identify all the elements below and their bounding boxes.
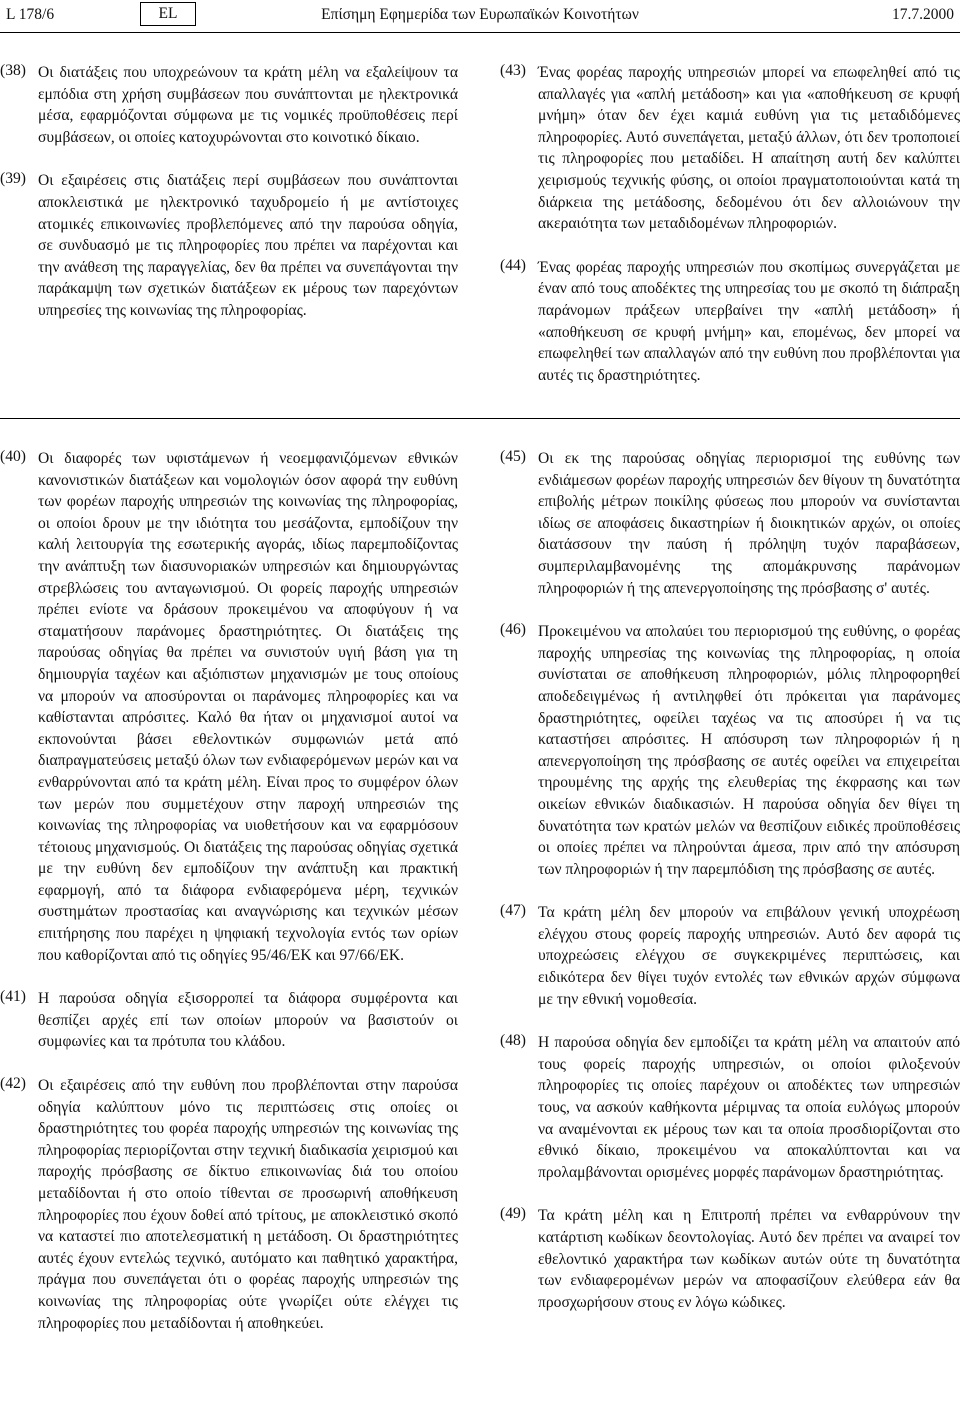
recital-41 — [0, 988, 458, 1053]
language-code: EL — [140, 2, 196, 26]
recital-text: Η παρούσα οδηγία εξισορροπεί τα διάφορα συμφέροντα και θεσπίζει αρχές επί των οποίων μπορούν να βασιστούν οι συμφωνίες και τα πρότυπα του κλάδου. — [38, 990, 458, 1051]
recital-text: Οι εξαιρέσεις στις διατάξεις περί συμβάσεων που συνάπτονται αποκλειστικά με ηλεκτρονικό ταχυδρομείο ή με αντίστοιχες ατομικές επικοινωνίες προβλεπόμενες από την παρούσα οδηγία, σε συνδυασμό με τις πληροφορίες που πρέπει να παρέχονται και την ανάθεση της παραγγελίας, δεν θα πρέπει να συνεπάγονται την παράκαμψη των σχετικών διατάξεων εκ μέρους των παρεχόντων υπηρεσίες της κοινωνίας της πληροφορίας. — [38, 172, 458, 319]
recital-number: (38) — [0, 62, 26, 79]
recital-number: (47) — [500, 902, 526, 920]
recital-text: Οι εξαιρέσεις από την ευθύνη που προβλέπονται στην παρούσα οδηγία καλύπτουν μόνο τις περιπτώσεις στις οποίες οι δραστηριότητες του φορέα παροχής υπηρεσιών της κοινωνίας της πληροφορίας περιορίζονται στην τεχνική διαδικασία χειρισμού και παροχής πρόσβασης σε δίκτυο επικοινωνίας διά του οποίου μεταδίδονται ή στο οποίο τίθενται σε προσωρινή αποθήκευση πληροφορίες που έχουν δοθεί από τρίτους, με αποκλειστικό σκοπό να καταστεί πιο αποτελεσματική η μετάδοση. Οι δραστηριότητες αυτές έχουν εντελώς τεχνικό, αυτόματο και παθητικό χαρακτήρα, πράγμα που συνεπάγεται ότι ο φορέας παροχής υπηρεσιών της κοινωνίας της πληροφορίας ούτε γνωρίζει ούτε ελέγχει τις πληροφορίες που μεταδίδονται ή αποθηκεύει. — [38, 1077, 458, 1332]
journal-title: Επίσημη Εφημερίδα των Ευρωπαϊκών Κοινοτήτων — [321, 6, 639, 23]
recital-text: Ένας φορέας παροχής υπηρεσιών μπορεί να επωφεληθεί από τις απαλλαγές για «απλή μετάδοση» και για «αποθήκευση σε κρυφή μνήμη» όταν δεν έχει καμιά ευθύνη για τις μεταδιδόμενες πληροφορίες. Αυτό συνεπάγεται, μεταξύ άλλων, ότι δεν τροποποιεί τις πληροφορίες που μεταδίδει. Η απαίτηση αυτή δεν καλύπτει χειρισμούς τεχνικής φύσης, οι οποίοι πραγματοποιούνται κατά τη διάρκεια της μετάδοσης, δεδομένου ότι δεν αλλοιώνουν την ακεραιότητα των μεταδιδομένων πληροφοριών. — [538, 64, 960, 233]
recital-49 — [500, 1205, 960, 1313]
recital-39 — [0, 170, 458, 321]
recital-44 — [500, 257, 960, 387]
recital-40 — [0, 448, 458, 966]
recital-42 — [0, 1075, 458, 1334]
column-left — [0, 448, 458, 1356]
section-lower — [0, 448, 960, 1408]
recital-text: Η παρούσα οδηγία δεν εμποδίζει τα κράτη μέλη να απαιτούν από τους φορείς παροχής υπηρεσιών, οι οποίοι φιλοξενούν πληροφορίες τις οποίες παρέχουν οι αποδέκτες των υπηρεσιών τους, να ασκούν καθήκοντα μέριμνας τα οποία ευλόγως μπορούν να αναμένονται εκ μέρους των και τα οποία προσδιορίζονται στο εθνικό δίκαιο, προκειμένου να αποκαλύπτονται και να προλαμβάνονται ορισμένες μορφές παράνομων δραστηριότητας. — [538, 1034, 960, 1181]
recital-number: (48) — [500, 1032, 526, 1050]
section-upper — [0, 62, 960, 419]
column-right — [500, 448, 960, 1335]
publication-date: 17.7.2000 — [892, 6, 954, 23]
recital-48 — [500, 1032, 960, 1183]
recital-text: Τα κράτη μέλη και η Επιτροπή πρέπει να ενθαρρύνουν την κατάρτιση κωδίκων δεοντολογίας. Αυτό δεν πρέπει να αναιρεί τον εθελοντικό χαρακτήρα των κωδίκων αυτών ούτε τη δυνατότητα των ενδιαφερομένων μερών να αποφασίζουν ελεύθερα εάν θα προσχωρήσουν στους εν λόγω κώδικες. — [538, 1207, 960, 1311]
column-right — [500, 62, 960, 408]
recital-47 — [500, 902, 960, 1010]
recital-46 — [500, 621, 960, 880]
recital-number: (41) — [0, 988, 26, 1006]
recital-number: (40) — [0, 448, 26, 465]
page-header — [0, 0, 960, 33]
recital-text: Οι διαφορές των υφιστάμενων ή νεοεμφανιζόμενων εθνικών κανονιστικών διατάξεων και νομολογιών όσον αφορά την ευθύνη των φορέων παροχής υπηρεσιών της κοινωνίας της πληροφορίας, οι οποίοι δρουν με την ιδιότητα του μεσάζοντα, εμποδίζουν την καλή λειτουργία της εσωτερικής αγοράς, ιδίως παρεμποδίζοντας την ανάπτυξη των διασυνοριακών υπηρεσιών και δημιουργώντας στρεβλώσεις του ανταγωνισμού. Οι φορείς παροχής υπηρεσιών πρέπει ενίοτε να δράσουν προκειμένου να αποφύγουν ή να σταματήσουν παράνομες δραστηριότητες. Οι διατάξεις της παρούσας οδηγίας θα πρέπει να συνιστούν υγιή βάση για τη δημιουργία ταχέων και αξιόπιστων μηχανισμών με τους οποίους να μπορούν να αποσύρονται οι παράνομες πληροφορίες και να καθίστανται απρόσιτες. Καλό θα ήταν οι μηχανισμοί αυτοί να εκπονούνται βάσει εθελοντικών συμφωνιών μετά από διαπραγματεύσεις μεταξύ όλων των ενδιαφερόμενων μερών και να ενθαρρύνονται από τα κράτη μέλη. Είναι προς το συμφέρον όλων των μερών που συμμετέχουν στην παροχή υπηρεσιών της κοινωνίας της πληροφορίας να υιοθετήσουν και να εφαρμόσουν τέτοιους μηχανισμούς. Οι διατάξεις της παρούσας οδηγίας σχετικά με την ευθύνη δεν εμποδίζουν την ανάπτυξη και πρακτική εφαρμογή, από τα διάφορα ενδιαφερόμενα μέρη, τεχνικών συστημάτων προστασίας και αναγνώρισης και τεχνικών μέσων επιτήρησης που παρέχει η ψηφιακή τεχνολογία εντός των ορίων που καθορίζονται από τις οδηγίες 95/46/ΕΚ και 97/66/ΕΚ. — [38, 450, 458, 964]
recital-text: Ένας φορέας παροχής υπηρεσιών που σκοπίμως συνεργάζεται με έναν από τους αποδέκτες της υπηρεσίας του με σκοπό τη διάπραξη παράνομων πράξεων υπερβαίνει την «απλή μετάδοση» ή «αποθήκευση σε κρυφή μνήμη» και, επομένως, δεν μπορεί να επωφεληθεί των απαλλαγών από την ευθύνη που προβλέπονται για αυτές τις δραστηριότητες. — [538, 258, 960, 384]
page-number: L 178/6 — [6, 6, 55, 23]
recital-38 — [0, 62, 458, 148]
recital-number: (46) — [500, 621, 526, 639]
recital-text: Οι διατάξεις που υποχρεώνουν τα κράτη μέλη να εξαλείψουν τα εμπόδια στη χρήση συμβάσεων που συνάπτονται με ηλεκτρονικά μέσα, εφαρμόζονται σύμφωνα με τις νομικές προϋποθέσεις περί συμβάσεων, οι οποίες κατοχυρώνονται στο κοινοτικό δίκαιο. — [38, 64, 458, 146]
recital-45 — [500, 448, 960, 599]
column-left — [0, 62, 458, 344]
recital-text: Προκειμένου να απολαύει του περιορισμού της ευθύνης, ο φορέας παροχής υπηρεσίας της κοινωνίας της πληροφορίας, η οποία συνίσταται σε αποθήκευση πληροφοριών, μόλις πληροφορηθεί αποδεδειγμένως ή αντιληφθεί ότι πρόκειται για παράνομες δραστηριότητες, οφείλει ταχέως να τις αποσύρει ή να τις καταστήσει απρόσιτες. Η απόσυρση των πληροφοριών ή η απενεργοποίηση της πρόσβασης σε αυτές οφείλει να επιχειρείται τηρουμένης της αρχής της ελευθερίας της έκφρασης και των οικείων εθνικών διαδικασιών. Η παρούσα οδηγία δεν θίγει τη δυνατότητα των κρατών μελών να θεσπίζουν ειδικές προϋποθέσεις οι οποίες πρέπει να πληρούνται άμεσα, πριν από την απόσυρση των πληροφοριών ή την παρεμπόδιση της πρόσβασης σε αυτές. — [538, 623, 960, 878]
recital-text: Οι εκ της παρούσας οδηγίας περιορισμοί της ευθύνης των ενδιάμεσων φορέων παροχής υπηρεσιών δεν θίγουν τη δυνατότητα επιβολής μέτρων ποικίλης φύσεως που μπορούν να συνίστανται ιδίως σε αποφάσεις δικαστηρίων ή διοικητικών αρχών, οι οποίες διατάσσουν την παύση ή πρόληψη τυχόν παραβάσεων, συμπεριλαμβανομένης της απομάκρυνσης παράνομων πληροφοριών ή της απενεργοποίησης της πρόσβασης σ' αυτές. — [538, 450, 960, 597]
recital-number: (49) — [500, 1205, 526, 1223]
recital-43 — [500, 62, 960, 235]
recital-number: (42) — [0, 1075, 26, 1093]
recital-number: (39) — [0, 170, 26, 188]
recital-text: Τα κράτη μέλη δεν μπορούν να επιβάλουν γενική υποχρέωση ελέγχου στους φορείς παροχής υπηρεσιών. Αυτό δεν αφορά τις υποχρεώσεις ελέγχου σε συγκεκριμένες περιπτώσεις, και ειδικότερα δεν θίγει τυχόν εντολές των εθνικών αρχών σύμφωνα με την εθνική νομοθεσία. — [538, 904, 960, 1008]
recital-number: (43) — [500, 62, 526, 79]
recital-number: (44) — [500, 256, 526, 274]
recital-number: (45) — [500, 448, 526, 465]
